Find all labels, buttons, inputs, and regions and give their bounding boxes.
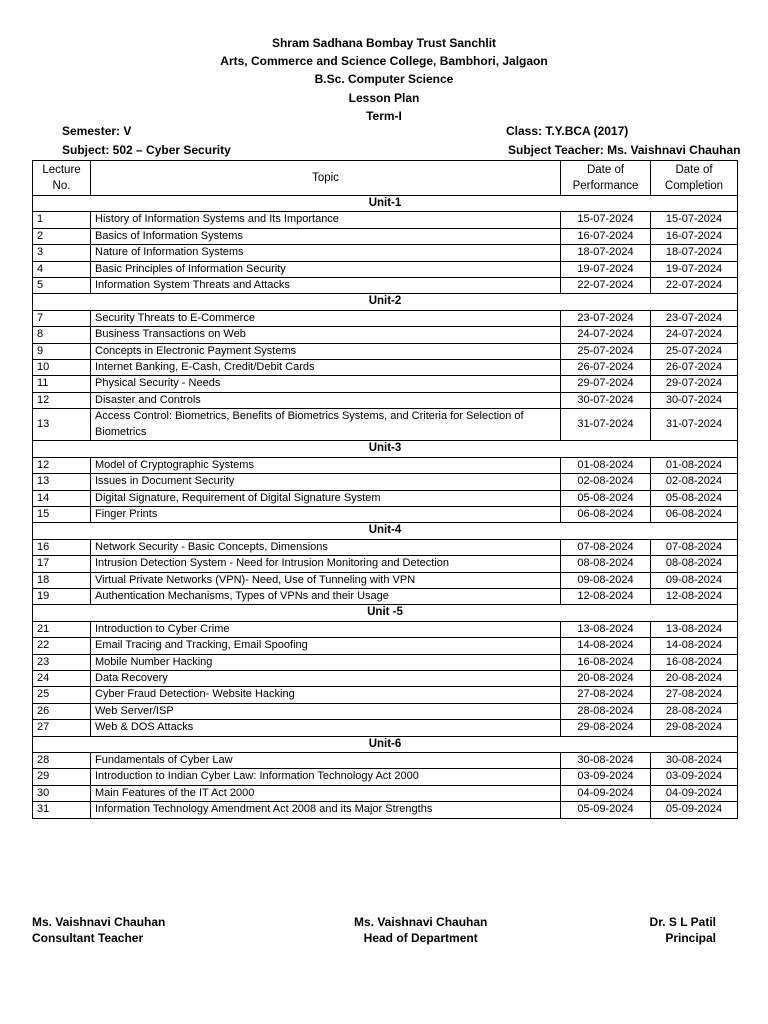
topic-cell: Introduction to Cyber Crime <box>91 621 561 637</box>
completion-date-cell: 15-07-2024 <box>651 212 738 228</box>
lecture-number-cell: 19 <box>33 588 91 604</box>
completion-date-cell: 22-07-2024 <box>651 278 738 294</box>
completion-date-cell: 05-09-2024 <box>651 802 738 818</box>
table-row <box>33 392 738 408</box>
table-row <box>33 506 738 522</box>
table-row <box>33 802 738 818</box>
completion-date-cell: 13-08-2024 <box>651 621 738 637</box>
table-row <box>33 720 738 736</box>
completion-date-cell: 12-08-2024 <box>651 588 738 604</box>
performance-date-cell: 24-07-2024 <box>561 327 651 343</box>
topic-cell: Digital Signature, Requirement of Digital Signature System <box>91 490 561 506</box>
completion-date-cell: 07-08-2024 <box>651 539 738 555</box>
lecture-number-cell: 17 <box>33 556 91 572</box>
lecture-number-cell: 28 <box>33 753 91 769</box>
lecture-number-cell: 11 <box>33 376 91 392</box>
unit-title: Unit-6 <box>33 736 738 752</box>
performance-date-cell: 04-09-2024 <box>561 785 651 801</box>
signature-head-of-department <box>354 914 487 946</box>
table-row <box>33 278 738 294</box>
lecture-number-cell: 8 <box>33 327 91 343</box>
table-body <box>33 196 738 819</box>
performance-date-cell: 25-07-2024 <box>561 343 651 359</box>
performance-date-cell: 23-07-2024 <box>561 310 651 326</box>
performance-date-cell: 02-08-2024 <box>561 474 651 490</box>
completion-date-cell: 03-09-2024 <box>651 769 738 785</box>
topic-cell: Disaster and Controls <box>91 392 561 408</box>
performance-date-cell: 15-07-2024 <box>561 212 651 228</box>
table-row <box>33 687 738 703</box>
unit-title: Unit-1 <box>33 196 738 212</box>
completion-date-cell: 30-07-2024 <box>651 392 738 408</box>
completion-date-cell: 28-08-2024 <box>651 703 738 719</box>
topic-cell: Information Technology Amendment Act 2008 and its Major Strengths <box>91 802 561 818</box>
lecture-number-cell: 10 <box>33 360 91 376</box>
performance-date-cell: 06-08-2024 <box>561 506 651 522</box>
unit-title: Unit-2 <box>33 294 738 310</box>
topic-cell: Web Server/ISP <box>91 703 561 719</box>
subject-label: Subject: 502 – Cyber Security <box>62 143 231 157</box>
unit-title: Unit -5 <box>33 605 738 621</box>
table-row <box>33 474 738 490</box>
lecture-number-cell: 29 <box>33 769 91 785</box>
unit-header-row <box>33 294 738 310</box>
table-row <box>33 343 738 359</box>
lecture-number-cell: 16 <box>33 539 91 555</box>
performance-date-cell: 27-08-2024 <box>561 687 651 703</box>
performance-date-cell: 01-08-2024 <box>561 457 651 473</box>
performance-date-cell: 03-09-2024 <box>561 769 651 785</box>
table-row <box>33 556 738 572</box>
performance-date-cell: 08-08-2024 <box>561 556 651 572</box>
semester-label: Semester: V <box>62 124 132 138</box>
topic-cell: Data Recovery <box>91 670 561 686</box>
lecture-number-cell: 22 <box>33 638 91 654</box>
table-row <box>33 769 738 785</box>
unit-title: Unit-4 <box>33 523 738 539</box>
performance-date-cell: 20-08-2024 <box>561 670 651 686</box>
table-row <box>33 245 738 261</box>
table-row <box>33 228 738 244</box>
topic-cell: Cyber Fraud Detection- Website Hacking <box>91 687 561 703</box>
table-row <box>33 703 738 719</box>
topic-cell: Virtual Private Networks (VPN)- Need, Use of Tunneling with VPN <box>91 572 561 588</box>
table-row <box>33 638 738 654</box>
lecture-number-cell: 30 <box>33 785 91 801</box>
table-row <box>33 261 738 277</box>
table-row <box>33 572 738 588</box>
performance-date-cell: 30-07-2024 <box>561 392 651 408</box>
signature-role: Head of Department <box>363 931 478 945</box>
topic-cell: Email Tracing and Tracking, Email Spoofing <box>91 638 561 654</box>
performance-date-cell: 22-07-2024 <box>561 278 651 294</box>
completion-date-cell: 27-08-2024 <box>651 687 738 703</box>
topic-cell: Concepts in Electronic Payment Systems <box>91 343 561 359</box>
signature-role: Principal <box>665 931 716 945</box>
table-row <box>33 654 738 670</box>
lecture-number-cell: 3 <box>33 245 91 261</box>
table-row <box>33 490 738 506</box>
performance-date-cell: 12-08-2024 <box>561 588 651 604</box>
completion-date-cell: 16-08-2024 <box>651 654 738 670</box>
table-row <box>33 360 738 376</box>
performance-date-cell: 14-08-2024 <box>561 638 651 654</box>
lecture-number-cell: 5 <box>33 278 91 294</box>
lecture-number-cell: 7 <box>33 310 91 326</box>
lecture-number-cell: 27 <box>33 720 91 736</box>
topic-cell: Model of Cryptographic Systems <box>91 457 561 473</box>
document-header <box>0 34 768 125</box>
topic-cell: Internet Banking, E-Cash, Credit/Debit Cards <box>91 360 561 376</box>
lesson-plan-table <box>32 160 738 819</box>
lecture-number-cell: 9 <box>33 343 91 359</box>
topic-cell: Security Threats to E-Commerce <box>91 310 561 326</box>
topic-cell: Main Features of the IT Act 2000 <box>91 785 561 801</box>
completion-date-cell: 20-08-2024 <box>651 670 738 686</box>
header-lecture-no: Lecture No. <box>33 161 91 196</box>
unit-header-row <box>33 441 738 457</box>
lecture-number-cell: 26 <box>33 703 91 719</box>
signature-name: Dr. S L Patil <box>649 915 716 929</box>
lecture-number-cell: 13 <box>33 409 91 441</box>
completion-date-cell: 14-08-2024 <box>651 638 738 654</box>
performance-date-cell: 07-08-2024 <box>561 539 651 555</box>
table-header-row <box>33 161 738 196</box>
lecture-number-cell: 2 <box>33 228 91 244</box>
performance-date-cell: 30-08-2024 <box>561 753 651 769</box>
performance-date-cell: 05-08-2024 <box>561 490 651 506</box>
completion-date-cell: 30-08-2024 <box>651 753 738 769</box>
topic-cell: Finger Prints <box>91 506 561 522</box>
lecture-number-cell: 12 <box>33 392 91 408</box>
performance-date-cell: 31-07-2024 <box>561 409 651 441</box>
topic-cell: Introduction to Indian Cyber Law: Information Technology Act 2000 <box>91 769 561 785</box>
completion-date-cell: 05-08-2024 <box>651 490 738 506</box>
table-row <box>33 327 738 343</box>
lecture-number-cell: 4 <box>33 261 91 277</box>
performance-date-cell: 13-08-2024 <box>561 621 651 637</box>
performance-date-cell: 16-07-2024 <box>561 228 651 244</box>
completion-date-cell: 08-08-2024 <box>651 556 738 572</box>
topic-cell: Physical Security - Needs <box>91 376 561 392</box>
completion-date-cell: 02-08-2024 <box>651 474 738 490</box>
completion-date-cell: 01-08-2024 <box>651 457 738 473</box>
unit-title: Unit-3 <box>33 441 738 457</box>
performance-date-cell: 29-07-2024 <box>561 376 651 392</box>
topic-cell: Business Transactions on Web <box>91 327 561 343</box>
unit-header-row <box>33 523 738 539</box>
completion-date-cell: 29-08-2024 <box>651 720 738 736</box>
college-name: Arts, Commerce and Science College, Bambhori, Jalgaon <box>220 54 548 69</box>
topic-cell: Access Control: Biometrics, Benefits of Biometrics Systems, and Criteria for Selection of Biometrics <box>91 409 561 441</box>
lecture-number-cell: 14 <box>33 490 91 506</box>
lecture-number-cell: 12 <box>33 457 91 473</box>
completion-date-cell: 19-07-2024 <box>651 261 738 277</box>
trust-name: Shram Sadhana Bombay Trust Sanchlit <box>271 36 497 50</box>
lecture-number-cell: 31 <box>33 802 91 818</box>
performance-date-cell: 28-08-2024 <box>561 703 651 719</box>
lecture-number-cell: 1 <box>33 212 91 228</box>
topic-cell: Nature of Information Systems <box>91 245 561 261</box>
topic-cell: Network Security - Basic Concepts, Dimensions <box>91 539 561 555</box>
performance-date-cell: 16-08-2024 <box>561 654 651 670</box>
lecture-number-cell: 18 <box>33 572 91 588</box>
lecture-number-cell: 21 <box>33 621 91 637</box>
completion-date-cell: 25-07-2024 <box>651 343 738 359</box>
performance-date-cell: 19-07-2024 <box>561 261 651 277</box>
completion-date-cell: 09-08-2024 <box>651 572 738 588</box>
signature-consultant-teacher <box>32 914 165 946</box>
document-title: Lesson Plan <box>348 90 420 105</box>
class-label: Class: T.Y.BCA (2017) <box>506 124 629 138</box>
header-date-completion: Date of Completion <box>651 161 738 196</box>
completion-date-cell: 31-07-2024 <box>651 409 738 441</box>
topic-cell: Authentication Mechanisms, Types of VPNs and their Usage <box>91 588 561 604</box>
performance-date-cell: 18-07-2024 <box>561 245 651 261</box>
lecture-number-cell: 15 <box>33 506 91 522</box>
table-row <box>33 409 738 441</box>
lecture-number-cell: 25 <box>33 687 91 703</box>
table-row <box>33 376 738 392</box>
topic-cell: Information System Threats and Attacks <box>91 278 561 294</box>
subject-teacher-label: Subject Teacher: Ms. Vaishnavi Chauhan <box>508 143 741 157</box>
table-row <box>33 310 738 326</box>
performance-date-cell: 26-07-2024 <box>561 360 651 376</box>
header-topic: Topic <box>91 161 561 196</box>
performance-date-cell: 09-08-2024 <box>561 572 651 588</box>
table-row <box>33 212 738 228</box>
lecture-number-cell: 23 <box>33 654 91 670</box>
unit-header-row <box>33 196 738 212</box>
table-row <box>33 621 738 637</box>
table-row <box>33 457 738 473</box>
signature-name: Ms. Vaishnavi Chauhan <box>354 915 488 929</box>
completion-date-cell: 26-07-2024 <box>651 360 738 376</box>
table-row <box>33 670 738 686</box>
table-row <box>33 588 738 604</box>
topic-cell: Fundamentals of Cyber Law <box>91 753 561 769</box>
performance-date-cell: 05-09-2024 <box>561 802 651 818</box>
completion-date-cell: 16-07-2024 <box>651 228 738 244</box>
completion-date-cell: 06-08-2024 <box>651 506 738 522</box>
completion-date-cell: 29-07-2024 <box>651 376 738 392</box>
unit-header-row <box>33 605 738 621</box>
topic-cell: Basics of Information Systems <box>91 228 561 244</box>
topic-cell: Basic Principles of Information Security <box>91 261 561 277</box>
lecture-number-cell: 13 <box>33 474 91 490</box>
program-name: B.Sc. Computer Science <box>314 72 454 87</box>
table-row <box>33 753 738 769</box>
completion-date-cell: 23-07-2024 <box>651 310 738 326</box>
signature-principal <box>650 914 716 946</box>
unit-header-row <box>33 736 738 752</box>
completion-date-cell: 04-09-2024 <box>651 785 738 801</box>
signature-name: Ms. Vaishnavi Chauhan <box>32 915 166 929</box>
table-row <box>33 785 738 801</box>
lecture-number-cell: 24 <box>33 670 91 686</box>
table-row <box>33 539 738 555</box>
signature-role: Consultant Teacher <box>32 931 144 945</box>
topic-cell: Issues in Document Security <box>91 474 561 490</box>
topic-cell: Mobile Number Hacking <box>91 654 561 670</box>
term-label: Term-I <box>366 108 402 123</box>
topic-cell: History of Information Systems and Its Importance <box>91 212 561 228</box>
header-date-performance: Date of Performance <box>561 161 651 196</box>
topic-cell: Intrusion Detection System - Need for Intrusion Monitoring and Detection <box>91 556 561 572</box>
completion-date-cell: 18-07-2024 <box>651 245 738 261</box>
topic-cell: Web & DOS Attacks <box>91 720 561 736</box>
performance-date-cell: 29-08-2024 <box>561 720 651 736</box>
completion-date-cell: 24-07-2024 <box>651 327 738 343</box>
